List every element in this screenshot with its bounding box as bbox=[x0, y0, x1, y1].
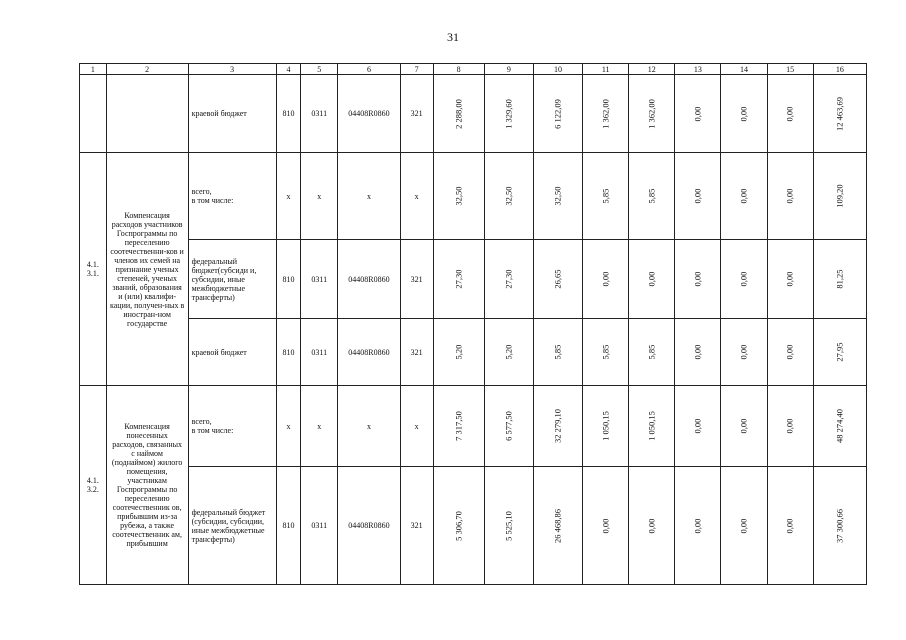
funding-source-cell: краевой бюджет bbox=[188, 319, 276, 386]
code-cell: 321 bbox=[400, 75, 433, 153]
value-cell: 32,50 bbox=[453, 186, 464, 206]
value-cell: 0,00 bbox=[646, 518, 657, 533]
code-cell: 0311 bbox=[301, 467, 338, 585]
header-cell: 14 bbox=[721, 64, 767, 75]
value-cell: 5,20 bbox=[453, 344, 464, 360]
total-cell: 81,25 bbox=[834, 269, 845, 289]
code-cell: x bbox=[400, 153, 433, 240]
value-cell: 1 050,15 bbox=[600, 411, 611, 441]
code-cell: x bbox=[276, 386, 301, 467]
value-cell: 6 122,09 bbox=[552, 98, 563, 129]
funding-source-cell: всего, в том числе: bbox=[188, 153, 276, 240]
value-cell: 0,00 bbox=[692, 518, 703, 533]
funding-source-cell: краевой бюджет bbox=[188, 75, 276, 153]
header-cell: 12 bbox=[629, 64, 675, 75]
header-row bbox=[80, 64, 867, 75]
header-cell: 4 bbox=[276, 64, 301, 75]
measure-name: Компенсация расходов участников Госпрограммы по переселению соотечественни-ков и членов их семей на признание ученых степеней, ученых званий, образования и (или) квалифи-кации, получен-ных в иностран-ном государстве bbox=[106, 153, 188, 386]
value-cell: 0,00 bbox=[784, 188, 795, 204]
value-cell: 32,50 bbox=[503, 186, 514, 206]
header-cell: 16 bbox=[813, 64, 866, 75]
value-cell: 0,00 bbox=[784, 418, 795, 434]
value-cell: 1 050,15 bbox=[646, 411, 657, 441]
value-cell: 0,00 bbox=[738, 344, 749, 360]
table-row bbox=[80, 75, 867, 153]
value-cell: 1 362,00 bbox=[600, 98, 611, 129]
funding-source-cell: всего, в том числе: bbox=[188, 386, 276, 467]
code-cell: 04408R0860 bbox=[338, 75, 401, 153]
table-row bbox=[80, 153, 867, 240]
header-cell: 11 bbox=[583, 64, 629, 75]
value-cell: 5 306,70 bbox=[453, 510, 464, 541]
code-cell: 810 bbox=[276, 75, 301, 153]
table-row bbox=[80, 386, 867, 467]
header-cell: 15 bbox=[767, 64, 813, 75]
value-cell: 0,00 bbox=[692, 106, 703, 121]
code-cell: 0311 bbox=[301, 75, 338, 153]
value-cell: 0,00 bbox=[738, 106, 749, 121]
measure-number-cell bbox=[80, 75, 107, 153]
code-cell: x bbox=[338, 153, 401, 240]
funding-source-cell: федеральный бюджет (субсидии, субсидии, иные межбюджетные трансферты) bbox=[188, 467, 276, 585]
header-cell: 6 bbox=[338, 64, 401, 75]
budget-table bbox=[79, 63, 867, 585]
total-cell: 37 300,66 bbox=[834, 508, 845, 543]
value-cell: 0,00 bbox=[738, 418, 749, 434]
table-row bbox=[80, 240, 867, 319]
code-cell: 321 bbox=[400, 467, 433, 585]
measure-name-cell bbox=[106, 75, 188, 153]
total-cell: 27,95 bbox=[834, 342, 845, 362]
value-cell: 0,00 bbox=[600, 271, 611, 287]
code-cell: 810 bbox=[276, 240, 301, 319]
value-cell: 6 577,50 bbox=[503, 411, 514, 441]
value-cell: 5,85 bbox=[646, 188, 657, 204]
value-cell: 0,00 bbox=[784, 106, 795, 121]
value-cell: 0,00 bbox=[692, 418, 703, 434]
code-cell: 0311 bbox=[301, 240, 338, 319]
value-cell: 26,65 bbox=[552, 269, 563, 289]
value-cell: 0,00 bbox=[784, 344, 795, 360]
header-cell: 7 bbox=[400, 64, 433, 75]
code-cell: x bbox=[276, 153, 301, 240]
value-cell: 5,20 bbox=[503, 344, 514, 360]
value-cell: 0,00 bbox=[784, 271, 795, 287]
header-cell: 3 bbox=[188, 64, 276, 75]
value-cell: 2 288,00 bbox=[453, 98, 464, 129]
code-cell: x bbox=[400, 386, 433, 467]
value-cell: 5,85 bbox=[552, 344, 563, 360]
header-cell: 10 bbox=[533, 64, 582, 75]
total-cell: 109,20 bbox=[834, 184, 845, 208]
code-cell: 321 bbox=[400, 319, 433, 386]
value-cell: 7 317,50 bbox=[453, 411, 464, 441]
total-cell: 12 463,69 bbox=[834, 96, 845, 131]
header-cell: 2 bbox=[106, 64, 188, 75]
value-cell: 27,30 bbox=[453, 269, 464, 289]
table-row bbox=[80, 467, 867, 585]
code-cell: 04408R0860 bbox=[338, 467, 401, 585]
value-cell: 5,85 bbox=[600, 344, 611, 360]
value-cell: 0,00 bbox=[692, 271, 703, 287]
value-cell: 0,00 bbox=[646, 271, 657, 287]
funding-source-cell: федеральный бюджет(субсиди и, субсидии, иные межбюджетные трансферты) bbox=[188, 240, 276, 319]
value-cell: 0,00 bbox=[738, 188, 749, 204]
value-cell: 26 468,86 bbox=[552, 508, 563, 543]
code-cell: 04408R0860 bbox=[338, 240, 401, 319]
header-cell: 1 bbox=[80, 64, 107, 75]
code-cell: 321 bbox=[400, 240, 433, 319]
value-cell: 0,00 bbox=[692, 188, 703, 204]
value-cell: 5,85 bbox=[646, 344, 657, 360]
measure-name: Компенсация понесенных расходов, связанных с наймом (поднаймом) жилого помещения, участникам Госпрограммы по переселению соотечественник ов, прибывшим из-за рубежа, а также соотечественник ам, прибывшим bbox=[106, 386, 188, 585]
code-cell: x bbox=[338, 386, 401, 467]
value-cell: 0,00 bbox=[784, 518, 795, 533]
value-cell: 1 329,60 bbox=[503, 98, 514, 129]
header-cell: 5 bbox=[301, 64, 338, 75]
value-cell: 5,85 bbox=[600, 188, 611, 204]
code-cell: 810 bbox=[276, 319, 301, 386]
value-cell: 32 279,10 bbox=[552, 409, 563, 443]
value-cell: 32,50 bbox=[552, 186, 563, 206]
measure-number: 4.1. 3.1. bbox=[80, 153, 107, 386]
code-cell: 0311 bbox=[301, 319, 338, 386]
table-row bbox=[80, 319, 867, 386]
code-cell: 810 bbox=[276, 467, 301, 585]
header-cell: 8 bbox=[433, 64, 484, 75]
header-cell: 9 bbox=[484, 64, 533, 75]
value-cell: 1 362,00 bbox=[646, 98, 657, 129]
code-cell: x bbox=[301, 153, 338, 240]
code-cell: x bbox=[301, 386, 338, 467]
value-cell: 27,30 bbox=[503, 269, 514, 289]
value-cell: 0,00 bbox=[738, 518, 749, 533]
value-cell: 5 525,10 bbox=[503, 510, 514, 541]
value-cell: 0,00 bbox=[692, 344, 703, 360]
value-cell: 0,00 bbox=[600, 518, 611, 533]
total-cell: 48 274,40 bbox=[834, 409, 845, 443]
header-cell: 13 bbox=[675, 64, 721, 75]
code-cell: 04408R0860 bbox=[338, 319, 401, 386]
value-cell: 0,00 bbox=[738, 271, 749, 287]
page-number: 31 bbox=[447, 30, 459, 44]
measure-number: 4.1. 3.2. bbox=[80, 386, 107, 585]
